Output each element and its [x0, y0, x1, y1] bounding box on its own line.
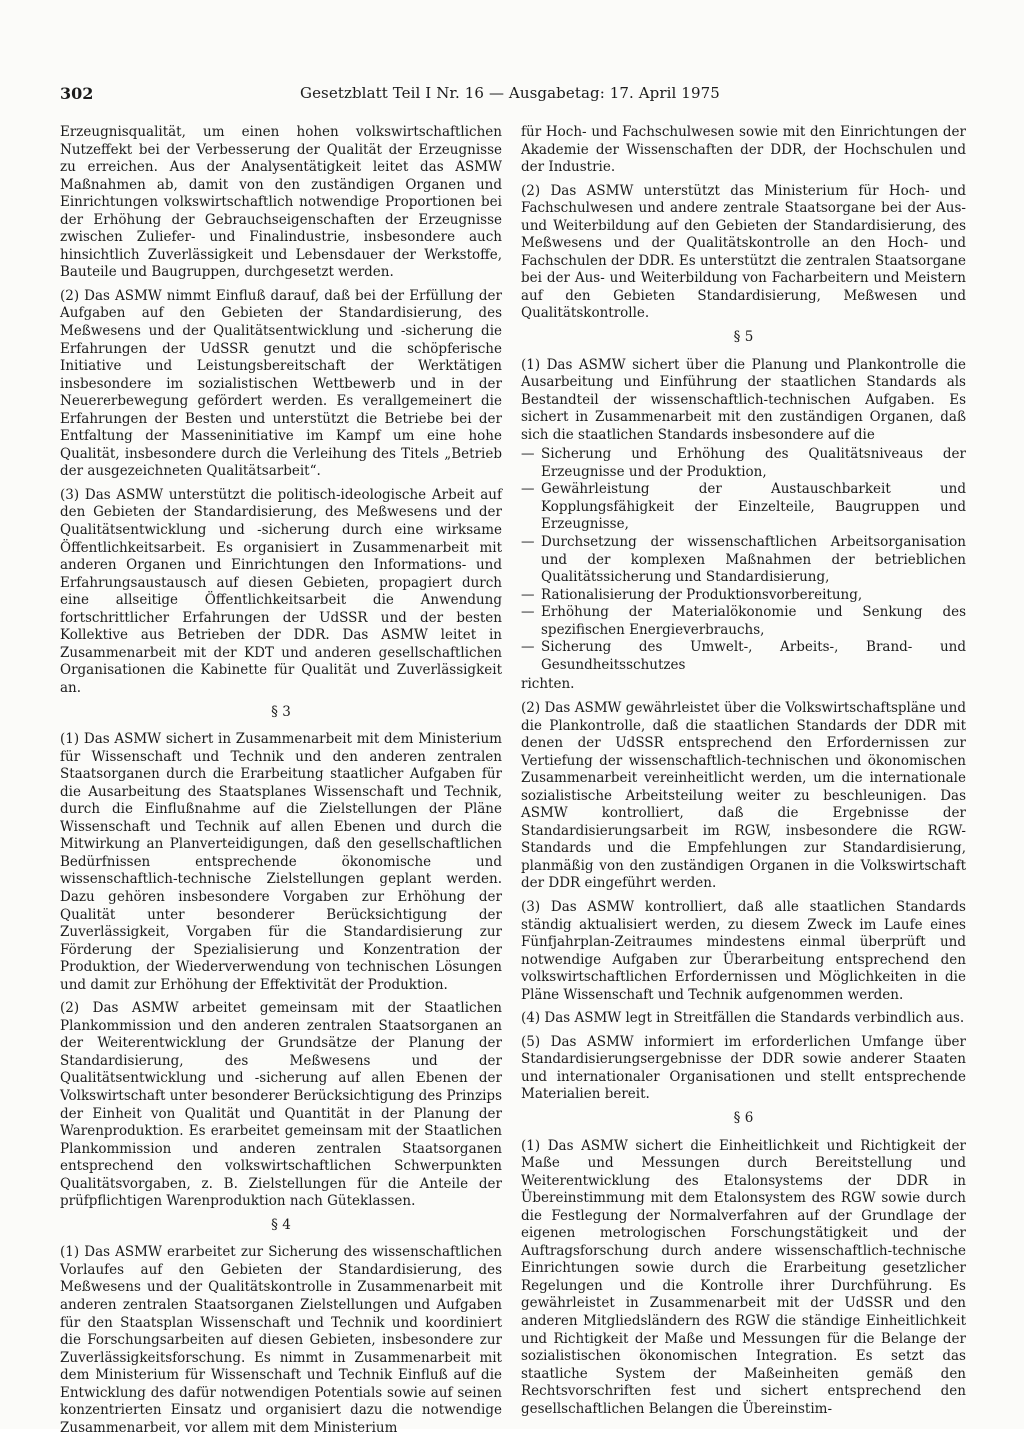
paragraph: (2) Das ASMW unterstützt das Ministerium für Hoch- und Fachschulwesen und andere zentrale Staatsorgane bei der Aus- und Weiterbildung auf den Gebieten der Standardisierung, des Meßwesens und der Qualitätskontrolle an den Hoch- und Fachschulen der DDR. Es unterstützt die zentralen Staatsorgane bei der Aus- und Weiterbildung von Facharbeitern und Meistern auf den Gebieten Standardisierung, Meßwesen und Qualitätskontrolle.	[521, 182, 966, 322]
paragraph: (4) Das ASMW legt in Streitfällen die Standards verbindlich aus.	[521, 1010, 965, 1027]
left-column	[60, 124, 502, 1443]
page-number: 302	[60, 84, 94, 103]
list-item-text: Rationalisierung der Produktionsvorbereitung,	[541, 586, 863, 603]
dash-bullet: —	[521, 446, 535, 463]
list-item	[521, 446, 966, 481]
paragraph: (1) Das ASMW erarbeitet zur Sicherung des wissenschaftlichen Vorlaufes auf den Gebieten der Standardisierung, des Meßwesens und der Qualitätskontrolle in Zusammenarbeit mit anderen zentralen Staatsorganen Zielstellungen und Aufgaben für den Staatsplan Wissenschaft und Technik und koordiniert die Forschungsarbeiten auf diesen Gebieten, insbesondere zur Zuverlässigkeitsforschung. Es nimmt in Zusammenarbeit mit dem Ministerium für Wissenschaft und Technik Einfluß auf die Entwicklung des dafür notwendigen Potentials sowie auf seinen konzentrierten Einsatz und organisiert dazu die notwendige Zusammenarbeit, vor allem mit dem Ministerium	[60, 1244, 502, 1436]
list-item-text: Durchsetzung der wissenschaftlichen Arbeitsorganisation und der komplexen Maßnahmen der betrieblichen Qualitätssicherung und Standardisierung,	[541, 534, 966, 586]
page-header	[60, 84, 966, 108]
right-column	[521, 124, 966, 1424]
dash-bullet: —	[521, 534, 535, 551]
section-heading: § 6	[733, 1109, 754, 1126]
list-item-text: Gewährleistung der Austauschbarkeit und Kopplungsfähigkeit der Einzelteile, Baugruppen und Erzeugnisse,	[541, 481, 966, 533]
paragraph: Erzeugnisqualität, um einen hohen volkswirtschaftlichen Nutzeffekt bei der Verbesserung der Qualität der Erzeugnisse zu erreichen. Aus der Analysentätigkeit leitet das ASMW Maßnahmen ab, damit von den zuständigen Organen und Einrichtungen volkswirtschaftlich notwendige Proportionen bei der Erhöhung der Gebrauchseigenschaften der Erzeugnisse zwischen Zuliefer- und Finalindustrie, insbesondere auch hinsichtlich Zuverlässigkeit und Lebensdauer der Werkstoffe, Bauteile und Baugruppen, durchgesetzt werden.	[60, 124, 502, 281]
list-item-text: Sicherung und Erhöhung des Qualitätsniveaus der Erzeugnisse und der Produktion,	[541, 446, 966, 480]
list-item-text: Erhöhung der Materialökonomie und Senkung des spezifischen Energieverbrauchs,	[541, 604, 966, 638]
list-item	[521, 534, 966, 587]
paragraph: (2) Das ASMW arbeitet gemeinsam mit der Staatlichen Plankommission und den anderen zentralen Staatsorganen an der Weiterentwicklung der Grundsätze der Planung der Standardisierung, des Meßwesens und der Qualitätsentwicklung und -sicherung auf allen Ebenen der Volkswirtschaft unter besonderer Berücksichtigung des Prinzips der Einheit von Qualität und Quantität in der Planung der Warenproduktion. Es erarbeitet gemeinsam mit der Staatlichen Plankommission und anderen zentralen Staatsorganen entsprechend den volkswirtschaftlichen Schwerpunkten Qualitätsvorgaben, z. B. Zielstellungen für die Anteile der prüfpflichtigen Warenproduktion nach Güteklassen.	[60, 1000, 502, 1210]
dash-bullet: —	[521, 481, 535, 498]
paragraph: (2) Das ASMW gewährleistet über die Volkswirtschaftspläne und die Plankontrolle, daß die staatlichen Standards der DDR mit denen der UdSSR entsprechend den Erfordernissen zur Vertiefung der wissenschaftlich-technischen und ökonomischen Zusammenarbeit vereinheitlicht werden, um die internationale sozialistische Arbeitsteilung weiter zu beschleunigen. Das ASMW kontrolliert, daß die Ergebnisse der Standardisierungsarbeit im RGW, insbesondere die RGW-Standards und die Empfehlungen zur Standardisierung, planmäßig von den zuständigen Organen in die Volkswirtschaft der DDR eingeführt werden.	[521, 699, 966, 892]
paragraph: (3) Das ASMW unterstützt die politisch-ideologische Arbeit auf den Gebieten der Standardisierung, des Meßwesens und der Qualitätsentwicklung und -sicherung durch eine wirksame Öffentlichkeitsarbeit. Es organisiert in Zusammenarbeit mit anderen Organen und Einrichtungen den Informations- und Erfahrungsaustausch auf diesen Gebieten, propagiert durch eine allseitige Öffentlichkeitsarbeit die Anwendung fortschrittlicher Erfahrungen der UdSSR und der besten Kollektive aus Betrieben der DDR. Das ASMW leitet in Zusammenarbeit mit der KDT und anderen gesellschaftlichen Organisationen die Kabinette für Qualität und Zuverlässigkeit an.	[60, 486, 502, 696]
paragraph: (5) Das ASMW informiert im erforderlichen Umfange über Standardisierungsergebnisse der DDR sowie anderer Staaten und internationaler Organisationen und stellt entsprechende Materialien bereit.	[521, 1033, 966, 1103]
list-tail: richten.	[521, 676, 575, 693]
paragraph: für Hoch- und Fachschulwesen sowie mit den Einrichtungen der Akademie der Wissenschaften der DDR, der Hochschulen und der Industrie.	[521, 124, 966, 176]
paragraph: (3) Das ASMW kontrolliert, daß alle staatlichen Standards ständig aktualisiert werden, zu diesem Zweck im Laufe eines Fünfjahrplan-Zeitraumes mindestens einmal überprüft und notwendige Aufgaben zur Überarbeitung entsprechend den volkswirtschaftlichen Erfordernissen und Möglichkeiten in die Pläne Wissenschaft und Technik aufgenommen werden.	[521, 898, 966, 1003]
running-title: Gesetzblatt Teil I Nr. 16 — Ausgabetag: 17. April 1975	[300, 84, 720, 102]
paragraph: (1) Das ASMW sichert in Zusammenarbeit mit dem Ministerium für Wissenschaft und Technik und den anderen zentralen Staatsorganen durch die Erarbeitung staatlicher Aufgaben für die Ausarbeitung des Staatsplanes Wissenschaft und Technik, durch die Einflußnahme auf die Zielstellungen der Pläne Wissenschaft und Technik auf allen Ebenen und durch die Mitwirkung an Planverteidigungen, daß den gesellschaftlichen Bedürfnissen entsprechende ökonomische und wissenschaftlich-technische Zielstellungen geplant werden. Dazu gehören insbesondere Vorgaben zur Erhöhung der Qualität unter besonderer Berücksichtigung der Zuverlässigkeit, Vorgaben für die Standardisierung zur Förderung der Spezialisierung und Konzentration der Produktion, der Wiederverwendung von technischen Lösungen und damit zur Erhöhung der Effektivität der Produktion.	[60, 731, 502, 993]
section-heading: § 3	[271, 703, 291, 720]
dash-list	[521, 446, 966, 674]
list-item	[521, 639, 966, 674]
dash-bullet: —	[521, 604, 535, 621]
list-item-text: Sicherung des Umwelt-, Arbeits-, Brand- und Gesundheitsschutzes	[541, 639, 966, 673]
section-heading: § 4	[271, 1216, 291, 1233]
paragraph: (2) Das ASMW nimmt Einfluß darauf, daß bei der Erfüllung der Aufgaben auf den Gebieten der Standardisierung, des Meßwesens und der Qualitätsentwicklung und -sicherung die Erfahrungen der UdSSR genutzt und die schöpferische Initiative und Leistungsbereitschaft der Werktätigen insbesondere im sozialistischen Wettbewerb und in der Neuererbewegung gefördert werden. Es verallgemeinert die Erfahrungen der Besten und unterstützt die Betriebe bei der Entfaltung der Masseninitiative im Kampf um eine hohe Qualität, insbesondere durch die Verleihung des Titels „Betrieb der ausgezeichneten Qualitätsarbeit“.	[60, 287, 502, 480]
dash-bullet: —	[521, 639, 535, 656]
dash-bullet: —	[521, 586, 535, 603]
section-heading: § 5	[733, 329, 754, 346]
list-item	[521, 481, 966, 534]
list-item	[521, 587, 966, 605]
list-item	[521, 604, 966, 639]
paragraph: (1) Das ASMW sichert die Einheitlichkeit und Richtigkeit der Maße und Messungen durch Bereitstellung und Weiterentwicklung des Etalonsystems der DDR in Übereinstimmung mit dem Etalonsystem des RGW sowie durch die Festlegung der Normalverfahren auf der Grundlage der eigenen metrologischen Forschungstätigkeit und der Auftragsforschung durch andere wissenschaftlich-technische Einrichtungen sowie durch die Erarbeitung gesetzlicher Regelungen und die Kontrolle ihrer Durchführung. Es gewährleistet in Zusammenarbeit mit der UdSSR und den anderen Mitgliedsländern des RGW die ständige Einheitlichkeit und Richtigkeit der Maße und Messungen für die Belange der sozialistischen ökonomischen Integration. Es setzt das staatliche System der Maßeinheiten gemäß den Rechtsvorschriften fest und sichert entsprechend den gesellschaftlichen Belangen die Übereinstim-	[521, 1137, 966, 1417]
paragraph: (1) Das ASMW sichert über die Planung und Plankontrolle die Ausarbeitung und Einführung der staatlichen Standards als Bestandteil der wissenschaftlich-technischen Aufgaben. Es sichert in Zusammenarbeit mit den zuständigen Organen, daß sich die staatlichen Standards insbesondere auf die	[521, 356, 966, 443]
